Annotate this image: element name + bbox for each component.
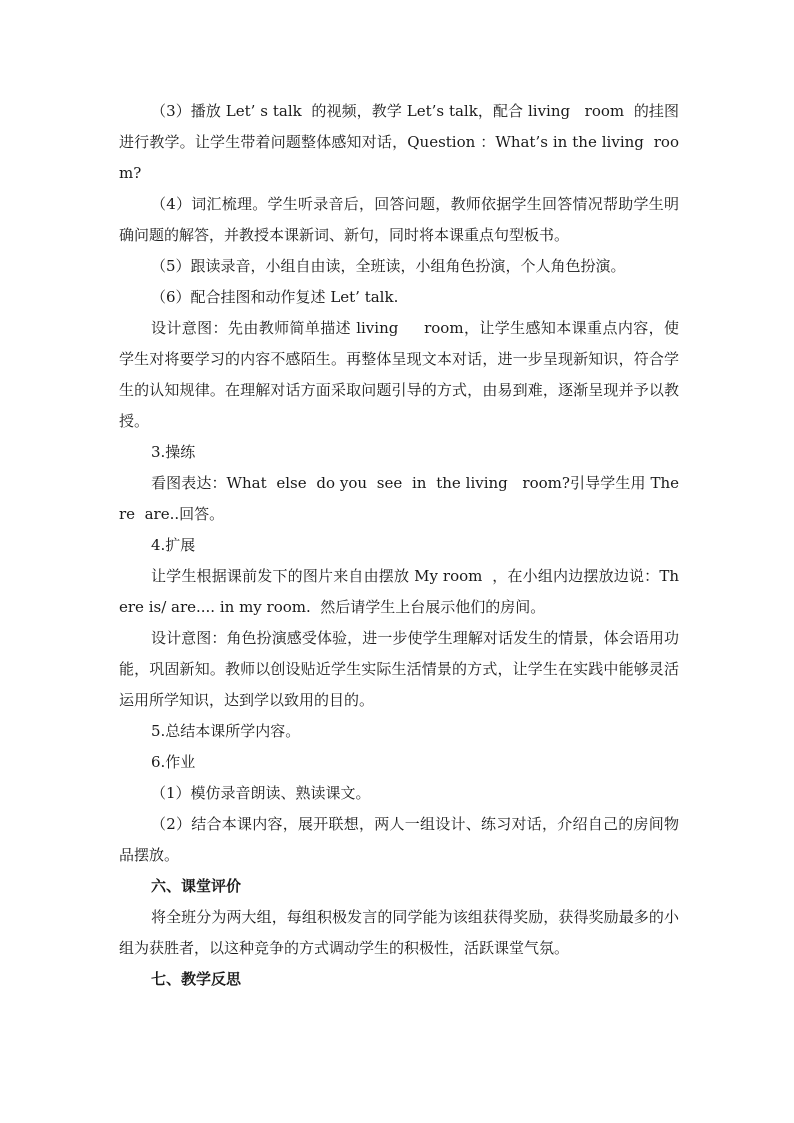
heading-classroom-evaluation: 六、课堂评价 — [151, 877, 242, 895]
section-homework: 6.作业 — [151, 753, 196, 771]
section-extension: 4.扩展 — [151, 536, 196, 554]
paragraph-design-intent-2: 设计意图：角色扮演感受体验，进一步使学生理解对话发生的情景，体会语用功能，巩固新知。教师以创设贴近学生实际生活情景的方式，让学生在实践中能够灵活运用所学知识，达到学以致用的目的。 — [119, 629, 679, 709]
paragraph-step-5: （5）跟读录音，小组自由读，全班读，小组角色扮演，个人角色扮演。 — [151, 257, 626, 275]
paragraph-practice: 看图表达：What else do you see in the living room?引导学生用 There are..回答。 — [119, 474, 679, 523]
section-practice: 3.操练 — [151, 443, 196, 461]
section-summary: 5.总结本课所学内容。 — [151, 722, 301, 740]
paragraph-extension: 让学生根据课前发下的图片来自由摆放 My room ，在小组内边摆放边说：There is/ are.... in my room. 然后请学生上台展示他们的房间。 — [119, 567, 679, 616]
paragraph-homework-1: （1）模仿录音朗读、熟读课文。 — [151, 784, 371, 802]
heading-teaching-reflection: 七、教学反思 — [151, 970, 242, 988]
paragraph-evaluation: 将全班分为两大组，每组积极发言的同学能为该组获得奖励，获得奖励最多的小组为获胜者，以这种竞争的方式调动学生的积极性，活跃课堂气氛。 — [119, 908, 679, 957]
paragraph-step-6: （6）配合挂图和动作复述 Let’ talk. — [151, 288, 399, 306]
paragraph-homework-2: （2）结合本课内容，展开联想，两人一组设计、练习对话，介绍自己的房间物品摆放。 — [119, 815, 679, 864]
document-body — [119, 96, 679, 995]
paragraph-step-4: （4）词汇梳理。学生听录音后，回答问题，教师依据学生回答情况帮助学生明确问题的解答，并教授本课新词、新句，同时将本课重点句型板书。 — [119, 195, 679, 244]
paragraph-design-intent-1: 设计意图：先由教师简单描述 living room，让学生感知本课重点内容，使学生对将要学习的内容不感陌生。再整体呈现文本对话，进一步呈现新知识，符合学生的认知规律。在理解对话方面采取问题引导的方式，由易到难，逐渐呈现并予以教授。 — [119, 319, 679, 430]
paragraph-step-3: （3）播放 Let’ s talk 的视频，教学 Let’s talk，配合 living room 的挂图进行教学。让学生带着问题整体感知对话，Question ：What’s in the living room? — [119, 102, 679, 182]
